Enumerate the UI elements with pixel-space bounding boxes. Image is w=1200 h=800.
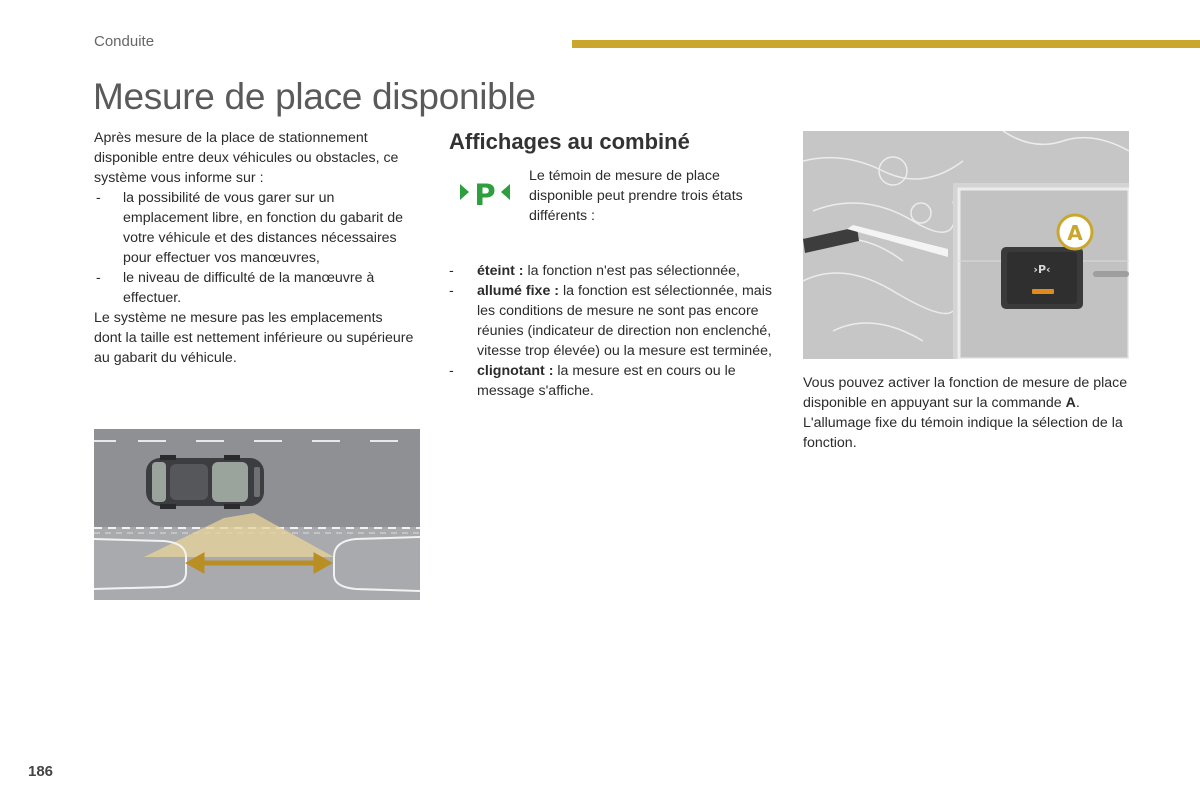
section-label: Conduite bbox=[94, 33, 155, 50]
state-description: la fonction n'est pas sélectionnée, bbox=[523, 263, 740, 279]
indicator-block bbox=[449, 166, 784, 261]
page-number: 186 bbox=[28, 763, 54, 780]
command-label: A bbox=[1065, 395, 1076, 411]
state-term: éteint : bbox=[477, 263, 524, 279]
parking-sensor-green-icon bbox=[460, 178, 510, 218]
parking-measure-illustration bbox=[94, 429, 420, 600]
header-accent-bar bbox=[572, 40, 1200, 48]
list-item bbox=[449, 361, 784, 401]
middle-column bbox=[449, 128, 784, 401]
state-term: allumé fixe : bbox=[477, 283, 560, 299]
left-column bbox=[94, 128, 414, 368]
info-list bbox=[94, 188, 414, 308]
section-subtitle: Affichages au combiné bbox=[449, 129, 690, 154]
intro-paragraph: Après mesure de la place de stationnement disponible entre deux véhicules ou obstacles, ce système vous informe sur : bbox=[94, 130, 399, 186]
console-button-illustration bbox=[803, 131, 1129, 359]
svg-text:P: P bbox=[474, 178, 496, 212]
state-description: la fonction est sélectionnée, mais les conditions de mesure ne sont pas encore réunies (indicateur de direction non enclenché, vitesse trop élevée) ou la mesure est terminée, bbox=[477, 283, 772, 359]
list-item: - la possibilité de vous garer sur un emplacement libre, en fonction du gabarit de votre véhicule et des distances nécessaires pour effectuer vos manœuvres, bbox=[94, 188, 414, 268]
page-title: Mesure de place disponible bbox=[93, 76, 536, 117]
activation-text: Vous pouvez activer la fonction de mesure de place disponible en appuyant sur la commande bbox=[803, 375, 1128, 411]
note-paragraph: Le système ne mesure pas les emplacements dont la taille est nettement inférieure ou supérieure au gabarit du véhicule. bbox=[94, 310, 414, 366]
activation-paragraph bbox=[803, 373, 1143, 453]
button-callout-label: A bbox=[1067, 221, 1083, 245]
list-item bbox=[449, 281, 784, 361]
state-description: la mesure est en cours ou le message s'affiche. bbox=[477, 363, 736, 399]
indicator-states-list bbox=[449, 261, 784, 401]
list-item bbox=[449, 261, 784, 281]
list-item: - le niveau de difficulté de la manœuvre à effectuer. bbox=[94, 268, 414, 308]
indicator-description: Le témoin de mesure de place disponible peut prendre trois états différents : bbox=[529, 168, 743, 224]
activation-text-end: . L'allumage fixe du témoin indique la sélection de la fonction. bbox=[803, 395, 1123, 451]
state-term: clignotant : bbox=[477, 363, 554, 379]
svg-text:›P‹: ›P‹ bbox=[1033, 263, 1051, 276]
right-column bbox=[803, 373, 1143, 453]
